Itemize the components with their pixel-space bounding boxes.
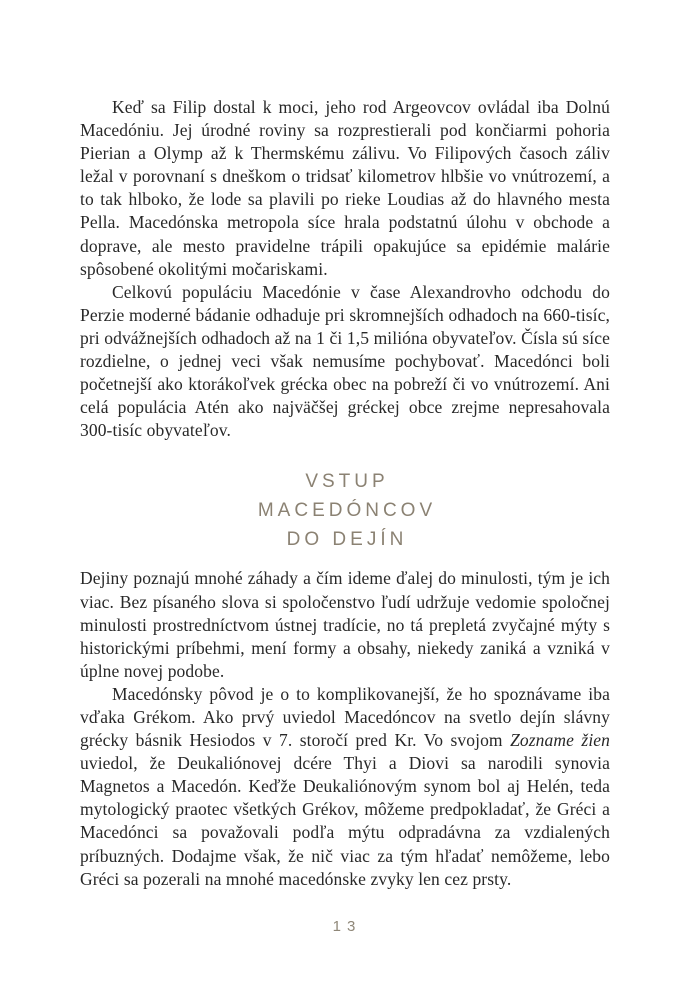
paragraph-3 xyxy=(80,567,610,682)
page-footer xyxy=(0,918,688,936)
page-number: 13 xyxy=(332,918,362,935)
paragraph-1 xyxy=(80,96,610,281)
paragraph-3-text: Dejiny poznajú mnohé záhady a čím ideme ďalej do minulosti, tým je ich viac. Bez písaného slova si spoločenstvo ľudí udržuje vedomie spoločnej minulosti prostredníctvom ústnej tradície, no tá prepletá zvyčajné mýty s historickými príbehmi, mení formy a obsahy, niekedy zaniká a vzniká v úplne novej podobe. xyxy=(80,568,610,681)
paragraph-4-text-post: uviedol, že Deukaliónovej dcére Thyi a Diovi sa narodili synovia Magnetos a Macedón. Keďže Deukaliónovým synom bol aj Helén, teda mytologický praotec všetkých Grékov, môžeme predpokladať, že Gréci a Macedónci sa považovali podľa mýtu odpradávna za vzdialených príbuzných. Dodajme však, že nič viac za tým hľadať nemôžeme, lebo Gréci sa pozerali na mnohé macedónske zvyky len cez prsty. xyxy=(80,753,610,889)
chapter-heading-line-1: VSTUP xyxy=(305,471,389,493)
paragraph-4 xyxy=(80,683,610,891)
page-text-block xyxy=(80,96,610,891)
paragraph-2 xyxy=(80,281,610,443)
paragraph-4-text-pre: Macedónsky pôvod je o to komplikovanejší, že ho spoznávame iba vďaka Grékom. Ako prvý uviedol Macedóncov na svetlo dejín slávny grécky básnik Hesiodos v 7. storočí pred Kr. Vo svojom xyxy=(80,683,610,751)
chapter-heading xyxy=(80,467,610,554)
chapter-heading-line-3: DO DEJÍN xyxy=(286,529,408,551)
chapter-heading-line-2: MACEDÓNCOV xyxy=(257,500,437,522)
book-title-italic: Zozname žien xyxy=(510,730,610,751)
paragraph-1-text: Keď sa Filip dostal k moci, jeho rod Argeovcov ovládal iba Dolnú Macedóniu. Jej úrodné roviny sa rozprestierali pod končiarmi pohoria Pierian a Olymp až k Thermskému zálivu. Vo Filipových časoch záliv ležal v porovnaní s dneškom o tridsať kilometrov hlbšie vo vnútrozemí, a to tak hlboko, že lode sa plavili po rieke Loudias až do hlavného mesta Pella. Macedónska metropola síce hrala podstatnú úlohu v obchode a doprave, ale mesto pravidelne trápili opakujúce sa epidémie malárie spôsobené okolitými močariskami. xyxy=(80,97,610,279)
paragraph-2-text: Celkovú populáciu Macedónie v čase Alexandrovho odchodu do Perzie moderné bádanie odhaduje pri skromnejších odhadoch na 660-tisíc, pri odvážnejších odhadoch až na 1 či 1,5 milióna obyvateľov. Čísla sú síce rozdielne, o jednej veci však nemusíme pochybovať. Macedónci boli početnejší ako ktorákoľvek grécka obec na pobreží či vo vnútrozemí. Ani celá populácia Atén ako najväčšej gréckej obce zrejme nepresahovala 300-tisíc obyvateľov. xyxy=(80,281,610,441)
